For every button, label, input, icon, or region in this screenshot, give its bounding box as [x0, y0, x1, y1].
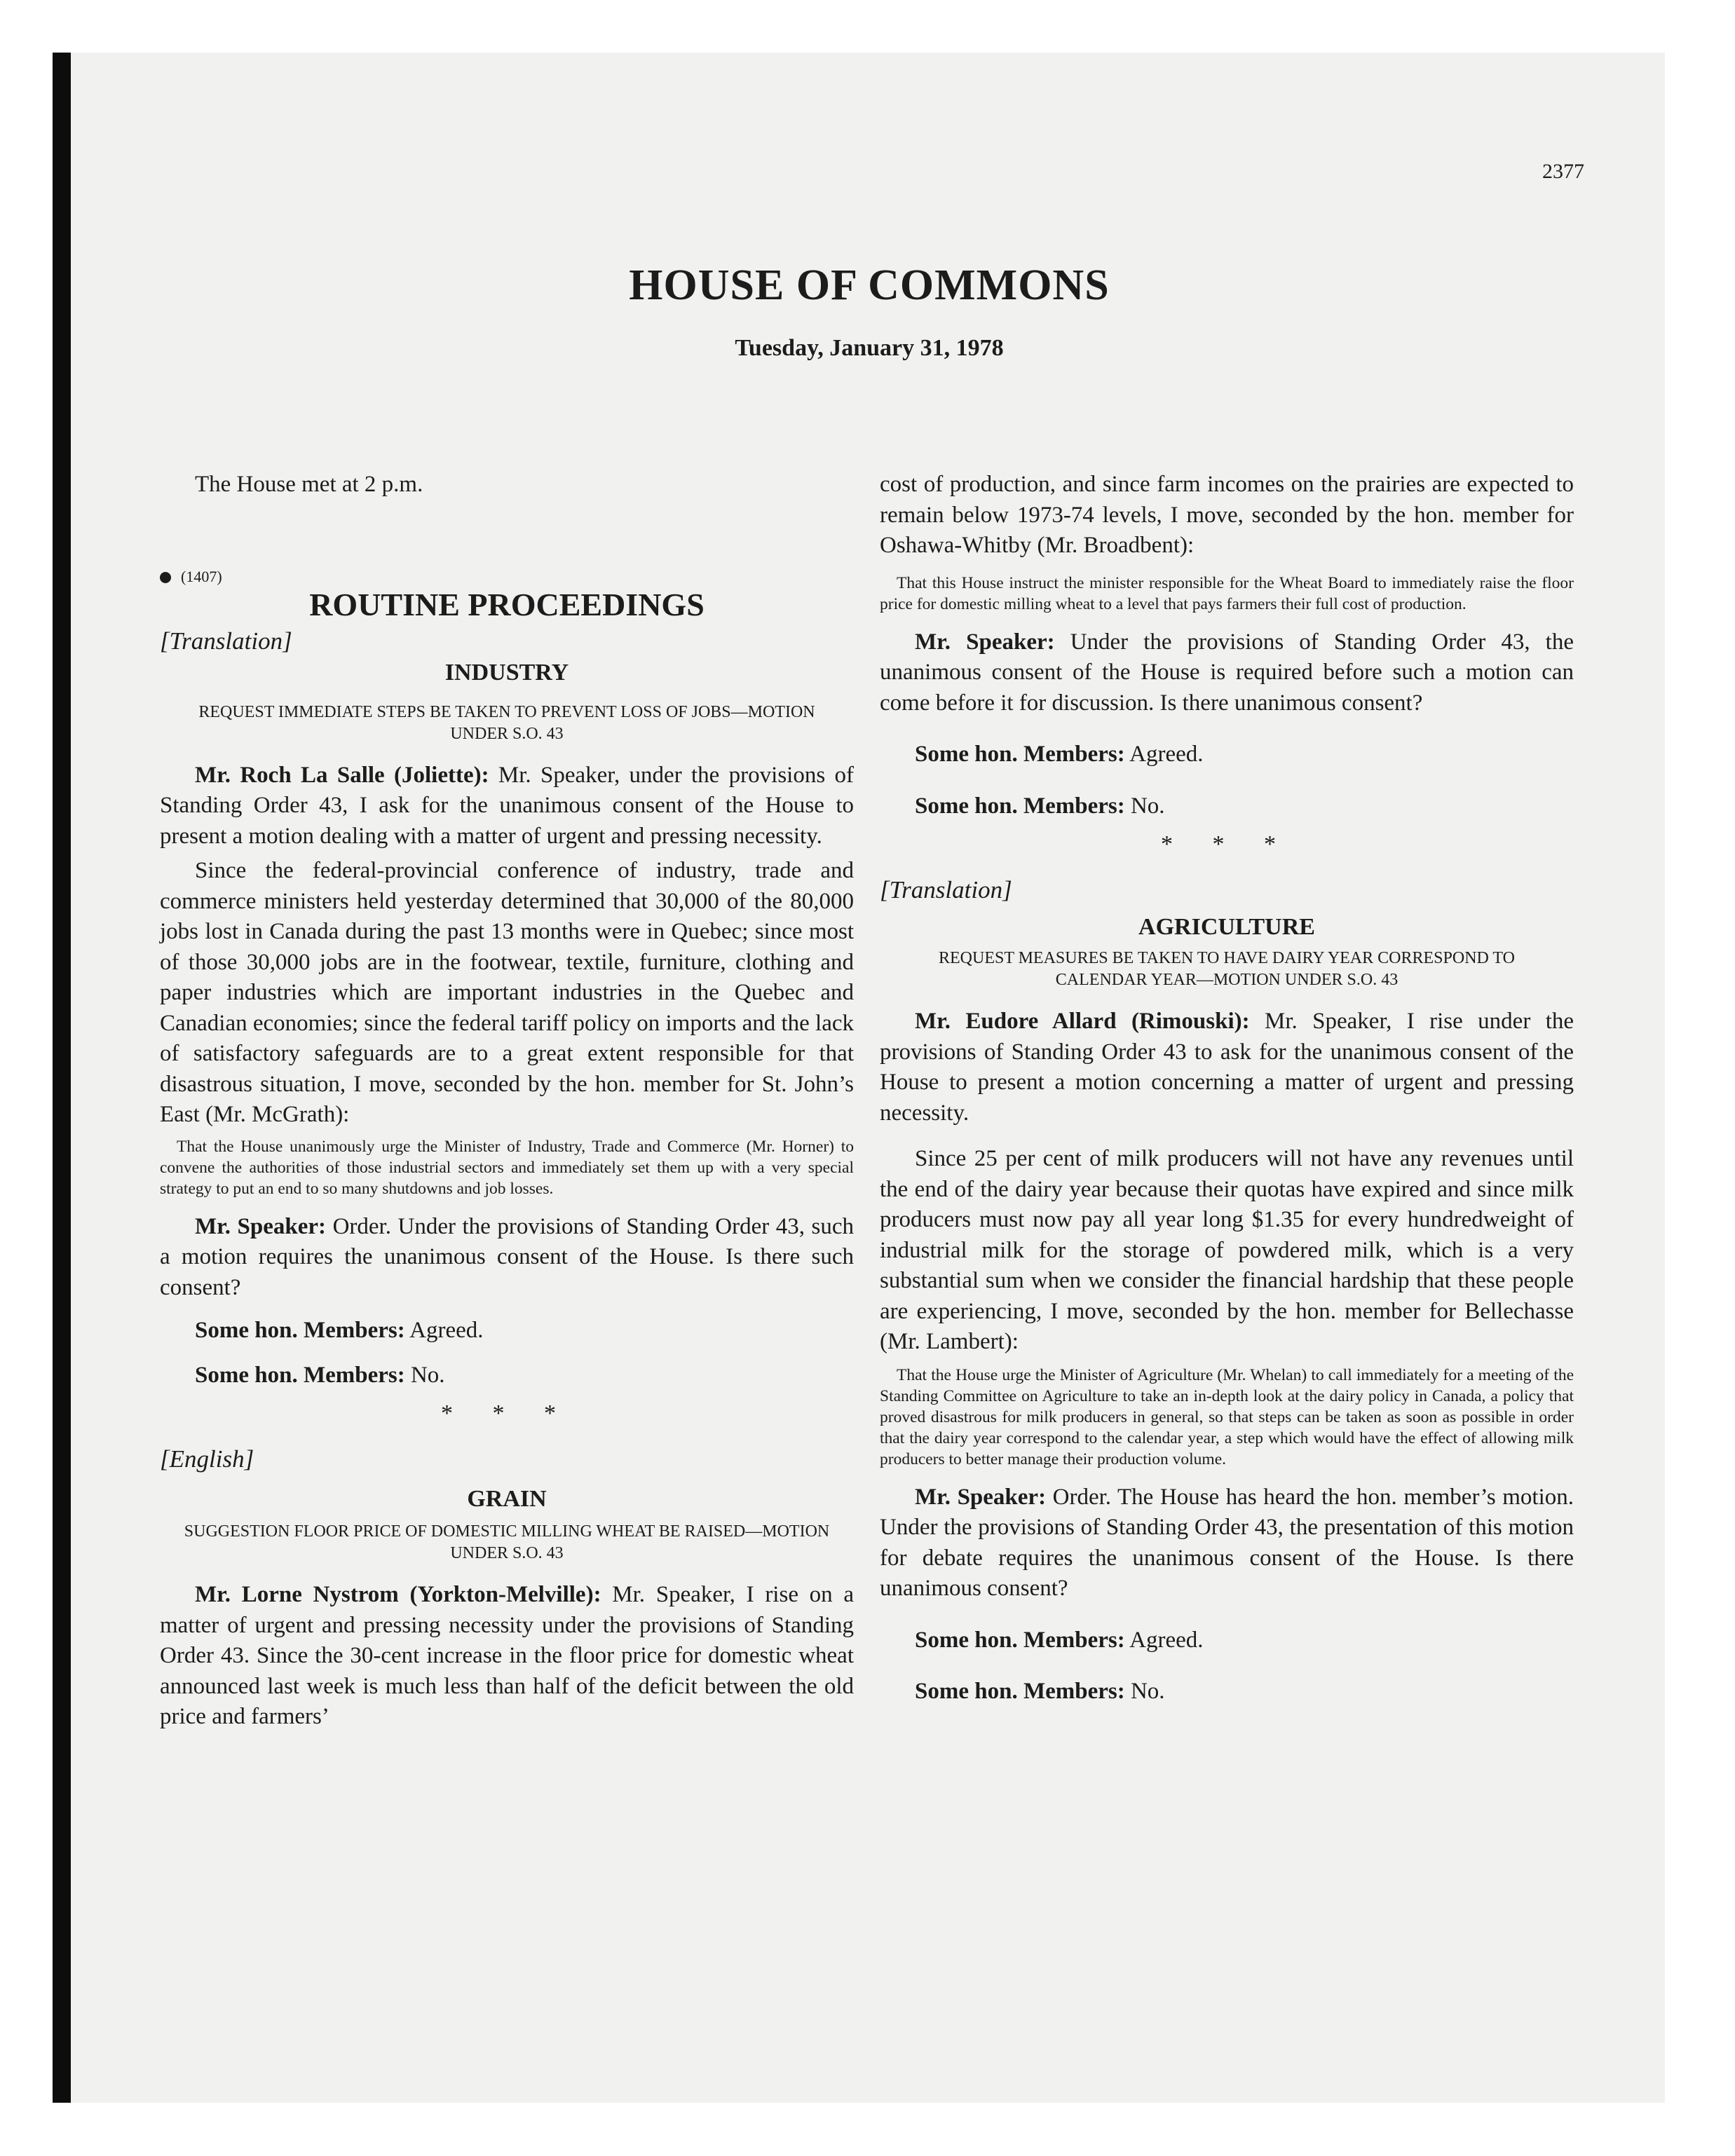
members-no [880, 1677, 1574, 1707]
grain-motion: That this House instruct the minister responsible for the Wheat Board to immediately raise the floor price for domestic milling wheat to a level that pays farmers their full cost of production. [880, 573, 1574, 613]
agriculture-heading: AGRICULTURE [1138, 914, 1315, 940]
speaker-ruling-1 [160, 1212, 854, 1304]
speech-text: Mr. Speaker, under the provisions of Standing Order 43, I ask for the unanimous consent of the House to present a motion dealing with a matter of urgent and pressing necessity. [160, 762, 854, 849]
speaker-name: Mr. Lorne Nystrom (Yorkton-Melville): [195, 1582, 601, 1607]
members-agreed [160, 1316, 854, 1346]
section-separator: * * * [441, 1400, 573, 1426]
right-column [880, 470, 1574, 1707]
speech-text: No. [410, 1362, 445, 1388]
language-note: [Translation] [880, 876, 1012, 903]
members-no [880, 791, 1574, 822]
agriculture-speech-1 [880, 1007, 1574, 1128]
speaker-name: Mr. Eudore Allard (Rimouski): [915, 1009, 1250, 1034]
agriculture-speech-2: Since 25 per cent of milk producers will not have any revenues until the end of the dairy year because their quotas have expired and since milk producers must now pay all year long $1.35 for every hundredweight of industrial milk for the storage of powdered milk, which is a very substantial sum when we consider the financial hardship that these people are experiencing, I move, seconded by the hon. member for Bellechasse (Mr. Lambert): [880, 1146, 1574, 1354]
binding-edge [53, 53, 71, 2103]
agriculture-topic: REQUEST MEASURES BE TAKEN TO HAVE DAIRY YEAR CORRESPOND TO CALENDAR YEAR—MOTION UNDER S.O. 43 [939, 949, 1515, 989]
speech-text: No. [1130, 793, 1165, 819]
speaker-ruling-2 [880, 627, 1574, 719]
speech-text: Under the provisions of Standing Order 43, the unanimous consent of the House is required before such a motion can come before it for discussion. Is there unanimous consent? [880, 629, 1574, 716]
opening-line: The House met at 2 p.m. [195, 472, 423, 497]
page-number: 2377 [1542, 160, 1584, 183]
speech-text: Agreed. [1129, 1627, 1204, 1653]
members-no [160, 1360, 854, 1391]
industry-motion: That the House unanimously urge the Minister of Industry, Trade and Commerce (Mr. Horner) to convene the authorities of those industrial sectors and immediately set them up with a very special strategy to put an end to so many shutdowns and job losses. [160, 1137, 854, 1198]
speech-text: Agreed. [1129, 742, 1204, 767]
speech-text: Agreed. [409, 1318, 484, 1343]
speaker-name: Some hon. Members: [195, 1362, 405, 1388]
language-note: [English] [160, 1445, 254, 1473]
grain-speech-1 [160, 1580, 854, 1733]
left-column [160, 470, 854, 1733]
bullet-icon [160, 572, 171, 583]
speech-text: Mr. Speaker, I rise on a matter of urgent and pressing necessity under the provisions of Standing Order 43. Since the 30-cent increase in the floor price for domestic wheat announced last week is much less than half of the deficit between the old price and farmers’ [160, 1582, 855, 1729]
members-agreed [880, 739, 1574, 770]
industry-heading: INDUSTRY [444, 659, 569, 685]
speaker-name: Some hon. Members: [195, 1318, 405, 1343]
agriculture-motion: That the House urge the Minister of Agriculture (Mr. Whelan) to call immediately for a meeting of the Standing Committee on Agriculture to take an in-depth look at the dairy policy in Canada, a policy that proved disastrous for milk producers in general, so that steps can be taken as soon as possible in order that the dairy year correspond to the calendar year, a step which would have the effect of allowing milk producers to better manage their production volume. [880, 1365, 1574, 1468]
speaker-name: Some hon. Members: [915, 1679, 1125, 1704]
speaker-ruling-3 [880, 1482, 1574, 1604]
timestamp: (1407) [181, 567, 222, 585]
industry-speech-2: Since the federal-provincial conference of industry, trade and commerce ministers held yesterday determined that 30,000 of the 80,000 jobs lost in Canada during the past 13 months were in Quebec; since most of those 30,000 jobs are in the footwear, textile, furniture, clothing and paper industries which are important industries in the Quebec and Canadian economies; since the federal tariff policy on imports and the lack of satisfactory safeguards are to a great extent responsible for that disastrous situation, I move, seconded by the hon. member for St. John’s East (Mr. McGrath): [160, 858, 854, 1127]
speech-text: Order. The House has heard the hon. member’s motion. Under the provisions of Standing Order 43, the presentation of this motion for debate requires the unanimous consent of the House. Is there unanimous consent? [880, 1484, 1574, 1601]
speaker-name: Mr. Speaker: [195, 1213, 327, 1239]
section-heading: ROUTINE PROCEEDINGS [309, 586, 705, 622]
sitting-date: Tuesday, January 31, 1978 [735, 335, 1004, 361]
speech-text: Mr. Speaker, I rise under the provisions of Standing Order 43 to ask for the unanimous consent of the House to present a motion concerning a matter of urgent and pressing necessity. [880, 1009, 1574, 1126]
speaker-name: Mr. Roch La Salle (Joliette): [195, 762, 489, 788]
timestamp-row [160, 568, 854, 586]
speaker-name: Mr. Speaker: [915, 629, 1055, 655]
speaker-name: Some hon. Members: [915, 1627, 1125, 1653]
speaker-name: Mr. Speaker: [915, 1484, 1047, 1510]
industry-topic: REQUEST IMMEDIATE STEPS BE TAKEN TO PREVENT LOSS OF JOBS—MOTION UNDER S.O. 43 [198, 702, 815, 743]
speaker-name: Some hon. Members: [915, 793, 1125, 819]
grain-topic: SUGGESTION FLOOR PRICE OF DOMESTIC MILLING WHEAT BE RAISED—MOTION UNDER S.O. 43 [184, 1522, 830, 1562]
industry-speech-1 [160, 760, 854, 852]
speech-text: No. [1130, 1679, 1165, 1704]
grain-heading: GRAIN [467, 1486, 547, 1512]
page-title: HOUSE OF COMMONS [629, 261, 1110, 309]
section-separator: * * * [1161, 831, 1293, 857]
language-note: [Translation] [160, 627, 292, 655]
speech-text: Order. Under the provisions of Standing Order 43, such a motion requires the unanimous consent of the House. Is there such consent? [160, 1213, 855, 1300]
members-agreed [880, 1625, 1574, 1656]
grain-speech-continued: cost of production, and since farm incomes on the prairies are expected to remain below 1973-74 levels, I move, seconded by the hon. member for Oshawa-Whitby (Mr. Broadbent): [880, 472, 1574, 558]
speaker-name: Some hon. Members: [915, 742, 1125, 767]
